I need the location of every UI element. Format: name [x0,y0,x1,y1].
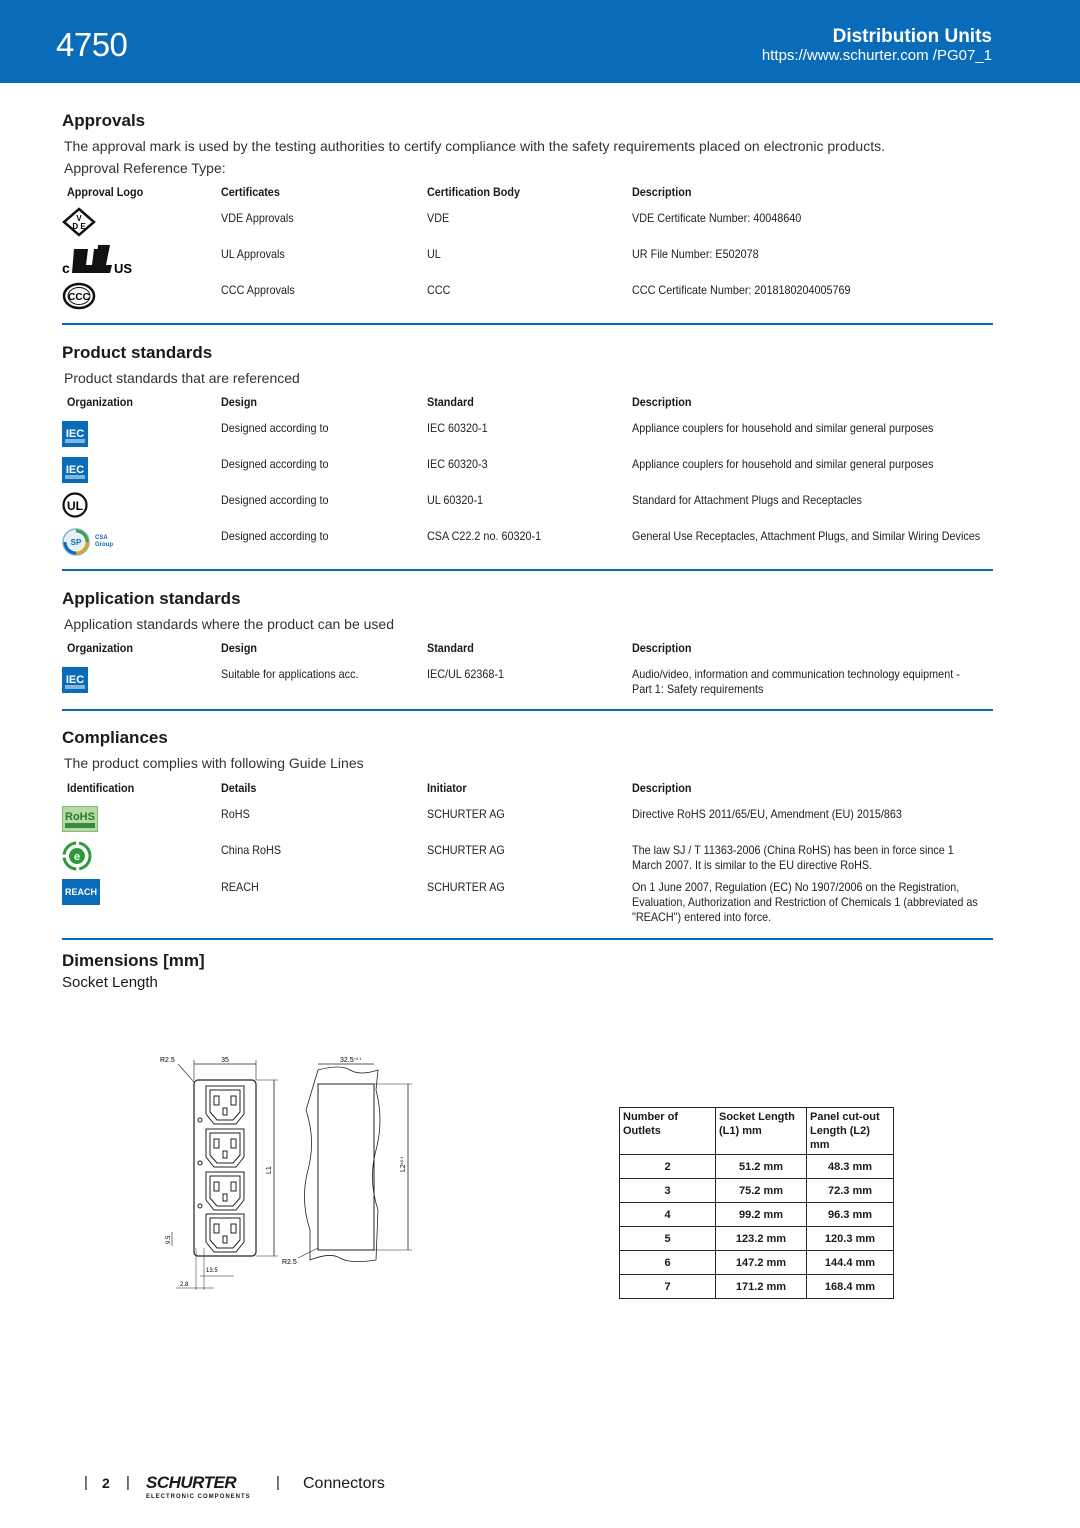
dim-l1-label: L1 [266,1166,273,1174]
table-cell: 7 [620,1275,716,1299]
standard-description: Standard for Attachment Plugs and Receptacles [632,493,862,507]
standard-code: IEC 60320-1 [427,421,488,435]
iec-logo-icon [62,457,88,483]
col-header: Description [632,781,692,795]
section-title: Product standards [62,343,213,362]
svg-text:Group: Group [95,542,113,548]
table-row [620,1275,894,1299]
table-cell: 2 [620,1155,716,1179]
col-header: Standard [427,395,474,409]
col-header: Description [632,641,692,655]
col-header: Certification Body [427,185,521,199]
table-cell: 171.2 mm [716,1275,807,1299]
table-cell: 6 [620,1251,716,1275]
compliance-initiator: SCHURTER AG [427,843,505,857]
col-header: Initiator [427,781,467,795]
dim-9-5-label: 9.5 [166,1235,172,1244]
dimension-table [619,1107,894,1299]
page-number: 2 [102,1475,110,1491]
compliance-description: Directive RoHS 2011/65/EU, Amendment (EU) 2015/863 [632,807,902,821]
table-cell: 99.2 mm [716,1203,807,1227]
section-divider [62,323,993,325]
standard-design: Designed according to [221,493,329,507]
section-intro: Application standards where the product can be used [64,616,394,632]
table-cell: 144.4 mm [807,1251,894,1275]
table-cell: 147.2 mm [716,1251,807,1275]
svg-text:RoHS: RoHS [65,811,95,823]
footer-separator: | [84,1474,88,1491]
col-header: Panel cut-out Length (L2) mm [807,1108,894,1155]
section-divider [62,938,993,940]
section-intro: Product standards that are referenced [64,370,300,386]
col-header: Organization [67,641,134,655]
col-header: Identification [67,781,135,795]
header-url[interactable]: https://www.schurter.com /PG07_1 [761,47,992,64]
col-header: Number of Outlets [620,1108,716,1155]
table-cell: 72.3 mm [807,1179,894,1203]
footer-separator: | [126,1474,130,1491]
col-header: Socket Length (L1) mm [716,1108,807,1155]
compliance-initiator: SCHURTER AG [427,880,505,894]
dim-radius-top-label: R2.5 [160,1057,175,1064]
compliance-description: The law SJ / T 11363-2006 (China RoHS) has been in force since 1 March 2007. It is similar to the EU directive RoHS. [632,843,954,872]
col-header: Certificates [221,185,280,199]
brand-subtitle: ELECTRONIC COMPONENTS [146,1494,251,1500]
product-standards-section [62,343,993,389]
table-cell: 96.3 mm [807,1203,894,1227]
section-divider [62,709,993,711]
dim-l2-label: $L2^{\pm 0.1}$ [399,1156,407,1172]
col-header: Design [221,395,258,409]
ccc-logo-icon [62,281,96,311]
table-row [620,1227,894,1251]
cert-body: UL [427,247,441,261]
page-header [0,0,1080,83]
table-cell: 4 [620,1203,716,1227]
standard-description: Audio/video, information and communication technology equipment - Part 1: Safety requirements [632,667,960,696]
col-header: Approval Logo [67,185,144,199]
dimensions-subtitle: Socket Length [62,974,158,991]
svg-text:V: V [76,214,82,223]
reach-logo-icon [62,879,100,905]
table-cell: 75.2 mm [716,1179,807,1203]
section-divider [62,569,993,571]
table-row [620,1251,894,1275]
compliance-link-rohs[interactable]: RoHS [221,807,250,821]
compliance-link-china-rohs[interactable]: China RoHS [221,843,282,857]
footer-separator: | [276,1474,280,1491]
svg-text:D E: D E [72,222,86,231]
table-cell: 123.2 mm [716,1227,807,1251]
standard-description: Appliance couplers for household and similar general purposes [632,421,934,435]
standard-description: Appliance couplers for household and similar general purposes [632,457,934,471]
standard-design: Designed according to [221,421,329,435]
china-rohs-logo-icon [62,841,92,871]
svg-text:CCC: CCC [68,292,90,303]
dim-panel-width-label: $32.5^{+0.1}$ [340,1056,362,1064]
header-title: Distribution Units [832,26,992,47]
table-row [620,1203,894,1227]
dimension-drawing [150,1050,420,1295]
compliance-description: On 1 June 2007, Regulation (EC) No 1907/2006 on the Registration, Evaluation, Authorization and Restriction of Chemicals 1 (abbreviated as "REACH") entered into force. [632,880,978,924]
compliance-initiator: SCHURTER AG [427,807,505,821]
table-header-row [620,1108,894,1155]
iec-logo-icon [62,667,88,693]
svg-text:REACH: REACH [64,887,98,897]
standard-code: IEC/UL 62368-1 [427,667,505,681]
svg-text:SP: SP [70,538,82,547]
cert-description: CCC Certificate Number: 2018180204005769 [632,283,851,297]
standard-design: Suitable for applications acc. [221,667,359,681]
approvals-intro-2: Approval Reference Type: [64,160,226,176]
section-intro [64,135,993,179]
svg-text:UL: UL [67,499,83,513]
table-cell: 5 [620,1227,716,1251]
ul-logo-icon [62,492,88,518]
svg-text:e: e [73,851,81,863]
table-row [620,1179,894,1203]
standard-design: Designed according to [221,529,329,543]
vde-logo-icon [62,207,96,237]
brand-logo: SCHURTER [146,1473,237,1492]
table-cell: 48.3 mm [807,1155,894,1179]
section-title: Approvals [62,111,146,130]
dim-2-8-label: 2.8 [180,1282,189,1288]
standard-code: CSA C22.2 no. 60320-1 [427,529,542,543]
table-cell: 168.4 mm [807,1275,894,1299]
col-header: Details [221,781,257,795]
svg-text:c: c [62,260,70,275]
dim-width-label: 35 [221,1057,229,1064]
compliance-link-reach[interactable]: REACH [221,880,259,894]
cert-link-vde[interactable]: VDE Approvals [221,211,294,225]
col-header: Description [632,185,692,199]
dim-13-5-label: 13.5 [206,1268,218,1274]
section-title: Dimensions [mm] [62,951,205,970]
col-header: Standard [427,641,474,655]
application-standards-section [62,589,993,635]
svg-text:IEC: IEC [65,428,85,440]
cert-description: VDE Certificate Number: 40048640 [632,211,802,225]
svg-text:IEC: IEC [65,464,85,476]
cert-link-ccc[interactable]: CCC Approvals [221,283,295,297]
svg-text:CSA: CSA [95,535,108,541]
svg-text:IEC: IEC [65,674,85,686]
section-title: Application standards [62,589,241,608]
cert-body: CCC [427,283,451,297]
table-cell: 120.3 mm [807,1227,894,1251]
approvals-section [62,111,993,179]
svg-text:US: US [114,261,132,275]
section-intro: The product complies with following Guide Lines [64,755,364,771]
dim-radius-bottom-label: R2.5 [282,1259,297,1266]
csa-logo-icon [62,528,116,556]
dimensions-section [62,951,993,991]
cert-description: UR File Number: E502078 [632,247,759,261]
section-title: Compliances [62,728,168,747]
table-cell: 51.2 mm [716,1155,807,1179]
approvals-intro: The approval mark is used by the testing authorities to certify compliance with the safety requirements placed on electronic products. [64,138,885,154]
standard-code: UL 60320-1 [427,493,484,507]
iec-logo-icon [62,421,88,447]
col-header: Description [632,395,692,409]
ul-recognized-logo-icon [62,243,132,275]
table-row [620,1155,894,1179]
cert-link-ul[interactable]: UL Approvals [221,247,285,261]
rohs-logo-icon [62,806,98,832]
standard-description: General Use Receptacles, Attachment Plugs, and Similar Wiring Devices [632,529,981,543]
cert-body: VDE [427,211,450,225]
standard-design: Designed according to [221,457,329,471]
standard-code: IEC 60320-3 [427,457,488,471]
col-header: Design [221,641,258,655]
product-number: 4750 [56,26,128,63]
compliances-section [62,728,993,774]
footer-category: Connectors [303,1475,385,1492]
table-cell: 3 [620,1179,716,1203]
col-header: Organization [67,395,134,409]
